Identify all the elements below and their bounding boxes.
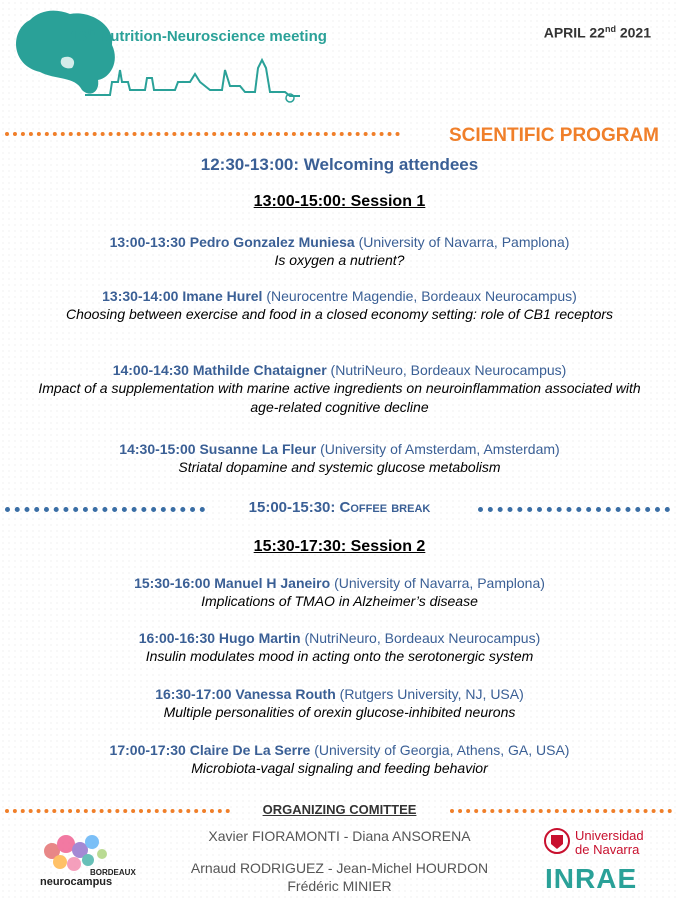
session2-title [0,538,679,556]
committee-line-2: Arnaud RODRIGUEZ - Jean-Michel HOURDON [190,860,489,876]
talk-topic: Choosing between exercise and food in a closed economy setting: role of CB1 receptors [65,306,614,322]
talk-time: 17:00-17:30 [109,742,186,758]
meeting-name: Nutrition-Neuroscience meeting [99,28,327,45]
date-year: 2021 [619,24,651,41]
talk-topic: Striatal dopamine and systemic glucose metabolism [178,459,501,475]
brain-skyline-logo [0,0,310,110]
talk-topic: Impact of a supplementation with marine active ingredients on neuroinflammation associated with age-related cognitive decline [38,380,641,415]
talk-topic: Insulin modulates mood in acting onto the serotonergic system [145,648,534,664]
talk-speaker: Imane Hurel [182,288,263,304]
neurocampus-bottom-text: neurocampus [40,876,113,888]
coffee-divider-right [478,507,670,512]
talk-speaker: Claire De La Serre [189,742,311,758]
talk-time: 16:30-17:00 [155,686,232,702]
navarra-line2: de Navarra [575,842,640,857]
welcome-line: 12:30-13:00: Welcoming attendees [200,155,479,174]
talk-time: 13:00-13:30 [109,234,186,250]
talk-affiliation: (University of Navarra, Pamplona) [358,234,570,250]
navarra-line1: Universidad [575,828,644,843]
talk-speaker: Susanne La Fleur [199,441,317,457]
talk-item [0,287,679,324]
talk-affiliation: (University of Navarra, Pamplona) [334,575,545,591]
date-main: APRIL 22 [543,24,605,41]
talk-topic: Multiple personalities of orexin glucose-inhibited neurons [163,704,516,720]
talk-topic: Is oxygen a nutrient? [274,252,405,268]
talk-item [0,233,679,270]
date-suffix: nd [604,24,616,34]
session2-title-text: 15:30-17:30: Session 2 [253,538,426,555]
neurocampus-top-text: BORDEAUX [90,868,136,877]
inrae-logo: INRAE [545,863,638,894]
talk-speaker: Manuel H Janeiro [214,575,331,591]
talk-item [0,574,679,611]
talk-time: 15:30-16:00 [134,575,211,591]
coffee-label: Coffee break [339,499,431,516]
session1-title [0,193,679,211]
committee-title-text: ORGANIZING COMITTEE [262,802,417,817]
talk-affiliation: (Neurocentre Magendie, Bordeaux Neurocampus) [266,288,577,304]
navarra-logo [543,826,673,860]
program-title: SCIENTIFIC PROGRAM [448,125,659,146]
navarra-seal-icon [543,826,571,856]
talk-item [0,361,679,417]
talk-affiliation: (NutriNeuro, Bordeaux Neurocampus) [304,630,541,646]
session1-title-text: 13:00-15:00: Session 1 [253,193,426,210]
talk-topic: Implications of TMAO in Alzheimer’s disease [201,593,478,609]
talk-speaker: Hugo Martin [218,630,301,646]
meeting-title [70,27,327,45]
talk-item [0,629,679,666]
coffee-time: 15:00-15:30: [248,499,336,516]
committee-line-1: Xavier FIORAMONTI - Diana ANSORENA [208,828,471,844]
meeting-number-suffix: th [86,27,96,37]
meeting-date [544,24,651,41]
talk-topic: Microbiota-vagal signaling and feeding behavior [191,760,488,776]
talk-speaker: Vanessa Routh [235,686,336,702]
talk-item [0,741,679,778]
talk-item [0,440,679,477]
talk-time: 13:30-14:00 [102,288,179,304]
talk-affiliation: (NutriNeuro, Bordeaux Neurocampus) [330,362,567,378]
talk-item [0,685,679,722]
talk-time: 14:30-15:00 [119,441,196,457]
talk-affiliation: (University of Amsterdam, Amsterdam) [320,441,560,457]
talk-affiliation: (University of Georgia, Athens, GA, USA) [314,742,570,758]
talk-speaker: Pedro Gonzalez Muniesa [189,234,355,250]
neurocampus-logo [22,826,152,896]
talk-speaker: Mathilde Chataigner [192,362,327,378]
committee-line-3: Frédéric MINIER [287,878,392,894]
talk-affiliation: (Rutgers University, NJ, USA) [339,686,524,702]
talk-time: 14:00-14:30 [112,362,189,378]
top-divider [5,132,400,136]
meeting-number: 13 [70,28,87,45]
talk-time: 16:00-16:30 [138,630,216,646]
committee-divider-right [450,809,672,813]
